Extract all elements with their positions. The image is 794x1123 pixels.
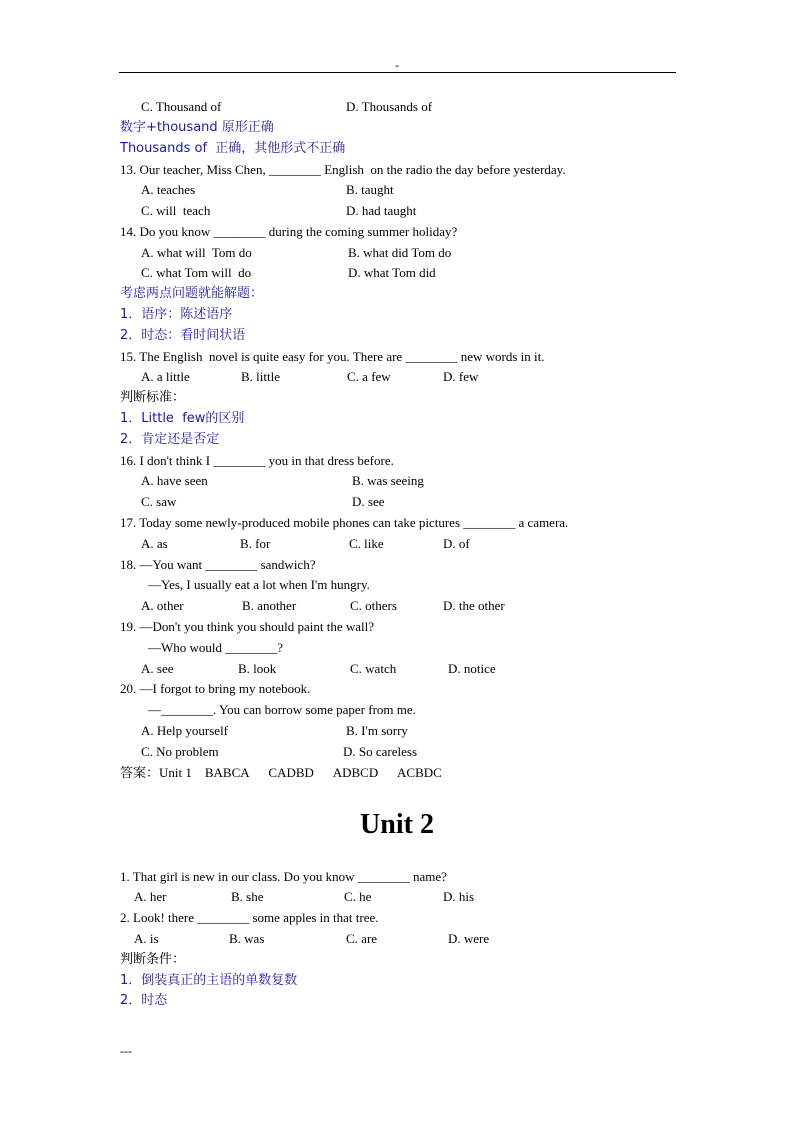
q15-option-d: D. few — [443, 369, 479, 384]
q16-text: 16. I don't think I ________ you in that dress before. — [120, 453, 394, 468]
q13-option-b: B. taught — [346, 182, 394, 197]
q18-option-c: C. others — [350, 598, 397, 613]
q15-note-1: 判断标准： — [120, 390, 186, 405]
q17-option-c: C. like — [349, 536, 384, 551]
u2-q2-option-d: D. were — [448, 931, 490, 946]
q15-option-a: A. a little — [141, 369, 190, 384]
q13-text: 13. Our teacher, Miss Chen, ________ English on the radio the day before yesterday. — [120, 162, 566, 177]
q14-option-b: B. what did Tom do — [348, 245, 452, 260]
q18-reply: —Yes, I usually eat a lot when I'm hungry. — [148, 577, 370, 592]
q16-option-b: B. was seeing — [352, 473, 424, 488]
q16-option-a: A. have seen — [141, 473, 208, 488]
q15-option-c: C. a few — [347, 369, 391, 384]
q19-reply: —Who would ________? — [148, 640, 284, 655]
q16-option-d: D. see — [352, 494, 385, 509]
q20-option-a: A. Help yourself — [141, 723, 229, 738]
u2-q2-option-b: B. was — [229, 931, 265, 946]
q20-text: 20. —I forgot to bring my notebook. — [120, 681, 311, 696]
q13-option-d: D. had taught — [346, 203, 417, 218]
unit1-answers: 答案：Unit 1 BABCA CADBD ADBCD ACBDC — [120, 765, 442, 780]
q19-option-c: C. watch — [350, 661, 397, 676]
q14-text: 14. Do you know ________ during the coming summer holiday? — [120, 224, 458, 239]
q15-note-2: 1．Little few的区别 — [120, 411, 245, 426]
unit2-title: Unit 2 — [360, 809, 434, 840]
u2-q1-option-d: D. his — [443, 889, 475, 904]
q16-option-c: C. saw — [141, 494, 177, 509]
q12-note-2: Thousands of 正确，其他形式不正确 — [120, 141, 346, 156]
q14-option-c: C. what Tom will do — [141, 265, 252, 280]
u2-q2-text: 2. Look! there ________ some apples in that tree. — [120, 910, 379, 925]
q20-option-d: D. So careless — [343, 744, 418, 759]
u2-q2-note-3: 2．时态 — [120, 993, 168, 1008]
q17-option-d: D. of — [443, 536, 470, 551]
q14-option-d: D. what Tom did — [348, 265, 436, 280]
q17-text: 17. Today some newly-produced mobile phones can take pictures ________ a camera. — [120, 515, 569, 530]
q18-option-a: A. other — [141, 598, 184, 613]
u2-q2-note-1: 判断条件： — [120, 952, 186, 967]
u2-q1-option-a: A. her — [134, 889, 167, 904]
q13-option-c: C. will teach — [141, 203, 211, 218]
u2-q1-option-b: B. she — [231, 889, 264, 904]
q19-text: 19. —Don't you think you should paint the wall? — [120, 619, 375, 634]
q12-option-c: C. Thousand of — [141, 99, 222, 114]
q13-option-a: A. teaches — [141, 182, 196, 197]
q18-option-b: B. another — [242, 598, 297, 613]
q19-option-d: D. notice — [448, 661, 496, 676]
q20-option-b: B. I'm sorry — [346, 723, 408, 738]
q19-option-a: A. see — [141, 661, 174, 676]
u2-q2-option-c: C. are — [346, 931, 378, 946]
q17-option-b: B. for — [240, 536, 271, 551]
q15-option-b: B. little — [241, 369, 280, 384]
q20-option-c: C. No problem — [141, 744, 219, 759]
q12-note-1: 数字+thousand 原形正确 — [120, 120, 274, 135]
q14-option-a: A. what will Tom do — [141, 245, 252, 260]
q17-option-a: A. as — [141, 536, 168, 551]
footer-mark: --- — [120, 1044, 132, 1058]
q14-note-2: 1．语序：陈述语序 — [120, 307, 233, 322]
header-mark: - — [395, 58, 399, 72]
q18-text: 18. —You want ________ sandwich? — [120, 557, 316, 572]
q14-note-1: 考虑两点问题就能解题： — [120, 286, 264, 301]
q15-note-3: 2．肯定还是否定 — [120, 432, 220, 447]
q12-option-d: D. Thousands of — [346, 99, 433, 114]
u2-q2-option-a: A. is — [134, 931, 159, 946]
u2-q1-text: 1. That girl is new in our class. Do you know ________ name? — [120, 869, 447, 884]
q14-note-3: 2．时态：看时间状语 — [120, 328, 246, 343]
q15-text: 15. The English novel is quite easy for you. There are ________ new words in it. — [120, 349, 545, 364]
header-rule — [119, 72, 676, 73]
u2-q2-note-2: 1．倒装真正的主语的单数复数 — [120, 973, 298, 988]
q19-option-b: B. look — [238, 661, 277, 676]
q18-option-d: D. the other — [443, 598, 505, 613]
u2-q1-option-c: C. he — [344, 889, 372, 904]
q20-reply: —________. You can borrow some paper from me. — [148, 702, 416, 717]
